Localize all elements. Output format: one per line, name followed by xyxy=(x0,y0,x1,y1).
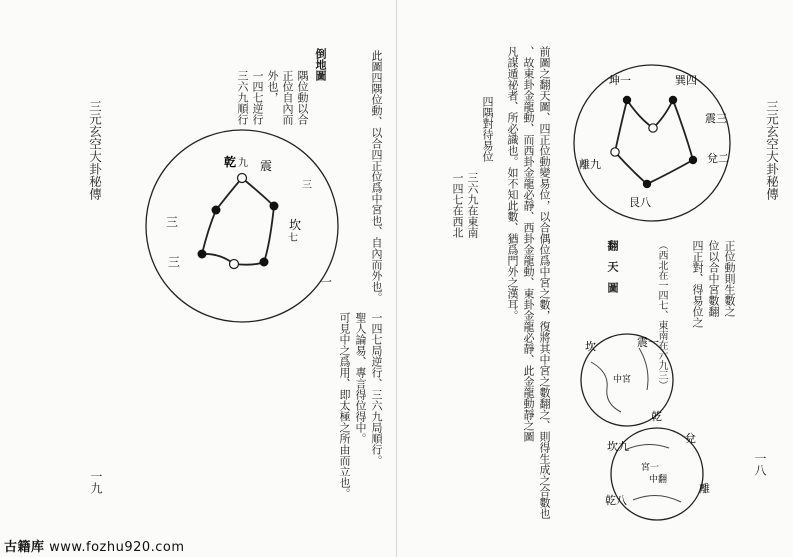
label-zhen: 震 xyxy=(260,159,273,173)
label-qian-num: 九 xyxy=(238,158,248,169)
node-filled xyxy=(623,96,631,104)
label-gen: 艮八 xyxy=(629,196,651,209)
label-zhen: 震三 xyxy=(705,112,727,125)
right-main-text-2: 、故東卦金龍動、而西卦金龍必靜、西卦金龍動、東卦金龍必靜、此金龍動靜之圖 xyxy=(522,46,535,442)
left-page xyxy=(0,0,396,557)
book-title-left: 三元玄空大卦秘傳 xyxy=(87,100,103,200)
outer-circle xyxy=(574,65,730,221)
label-kun: 坤一 xyxy=(609,74,631,87)
diagram-title: 倒地圖 xyxy=(314,48,327,81)
handwritten-diagram-2 xyxy=(597,420,717,530)
lower-text-2: 聖人論易、專言得位得中。 xyxy=(354,312,367,444)
caption-line-1: 正位動則生數之 xyxy=(723,240,736,317)
node-filled xyxy=(669,96,677,104)
node-open xyxy=(238,174,247,183)
svg-text:兌: 兌 xyxy=(685,432,696,445)
label-dui-num: 三 xyxy=(166,215,179,229)
diagram-note-2: 正位自內而 xyxy=(281,70,294,125)
inverted-earth-diagram xyxy=(142,126,342,326)
node-filled xyxy=(270,202,279,211)
connector-line xyxy=(202,210,216,254)
diagram-note-4: 一四七逆行 xyxy=(251,70,264,125)
connector-line xyxy=(627,100,653,128)
label-dui: 兌二 xyxy=(707,152,729,165)
diagram-note-3: 外也， xyxy=(266,70,279,103)
connector-line xyxy=(647,160,693,184)
lower-text-3: 可見中之爲用、即太極之所由而立也。 xyxy=(338,312,351,499)
right-main-text-1: 前圖之翻天圖、四正位動變易位，以合偶位爲中宮之數，復將其中宮之數翻之、則得生成之合數也 xyxy=(538,46,551,519)
caption-line-4: （西北在一四七、東南在六九三） xyxy=(656,240,667,390)
label-li-num: 三 xyxy=(168,255,181,269)
svg-text:宮一: 宮一 xyxy=(641,463,660,473)
connector-line xyxy=(653,100,673,128)
caption-line-2: 位以合中宮數翻 xyxy=(707,240,720,317)
diagram-note-1: 隅位動以合 xyxy=(296,70,309,125)
connector-line xyxy=(242,178,274,206)
label-xun: 巽四 xyxy=(675,74,697,87)
node-open xyxy=(649,124,657,132)
right-main-text-3: 凡謀遁祕者、所必識也。如不知此數、猶爲門外之漢耳。 xyxy=(506,46,519,321)
diagram-note-5: 三六九順行 xyxy=(236,70,249,125)
connector-line xyxy=(673,100,693,160)
node-open xyxy=(230,260,239,269)
label-qian: 乾 xyxy=(224,155,237,169)
connector-line xyxy=(615,152,647,184)
label-kan-num: 七 xyxy=(288,233,298,244)
svg-text:坎: 坎 xyxy=(585,340,596,353)
svg-text:中宮: 中宮 xyxy=(613,375,632,385)
label-bottom-mark: 一 xyxy=(320,275,333,289)
label-kan: 坎 xyxy=(289,218,302,232)
label-right-mark: 三 xyxy=(302,180,312,191)
footer-url[interactable]: www.fozhu920.com xyxy=(49,540,185,555)
node-open xyxy=(611,148,619,156)
right-heading: 四隅對待易位 xyxy=(481,96,494,162)
flip-heaven-title: 翻天圖 xyxy=(606,240,619,303)
svg-text:乾八: 乾八 xyxy=(605,494,627,507)
right-line-1: 三六九在東南 xyxy=(466,172,479,238)
connector-line xyxy=(264,206,274,262)
flip-heaven-diagram xyxy=(567,58,737,228)
connector-line xyxy=(216,178,242,210)
svg-text:中翻: 中翻 xyxy=(649,475,668,485)
label-li: 離九 xyxy=(579,158,601,171)
book-title-right: 三元玄空大卦秘傳 xyxy=(764,100,780,200)
footer-brand: 古籍库 xyxy=(4,540,45,555)
right-page xyxy=(397,0,793,557)
caption-line-3: 四正對、得易位之 xyxy=(691,240,704,328)
right-line-2: 一四七在西北 xyxy=(451,172,464,238)
svg-text:離: 離 xyxy=(699,482,710,495)
lower-text-1: 一四七局逆行、三六九局順行。 xyxy=(370,312,383,466)
page-number-left: 一九 xyxy=(89,470,103,494)
node-filled xyxy=(212,206,221,215)
node-filled xyxy=(198,250,207,259)
connector-line xyxy=(615,100,627,152)
svg-text:乾: 乾 xyxy=(651,410,662,423)
node-filled xyxy=(689,156,697,164)
left-main-text: 此圖四隅位動、以合四正位爲中宮也、自內而外也。 xyxy=(370,50,383,303)
footer-watermark xyxy=(4,536,185,555)
node-filled xyxy=(643,180,651,188)
svg-text:坎九: 坎九 xyxy=(607,440,629,453)
node-filled xyxy=(260,258,269,267)
svg-text:震一: 震一 xyxy=(637,336,659,349)
page-number-right: 一八 xyxy=(753,452,767,476)
